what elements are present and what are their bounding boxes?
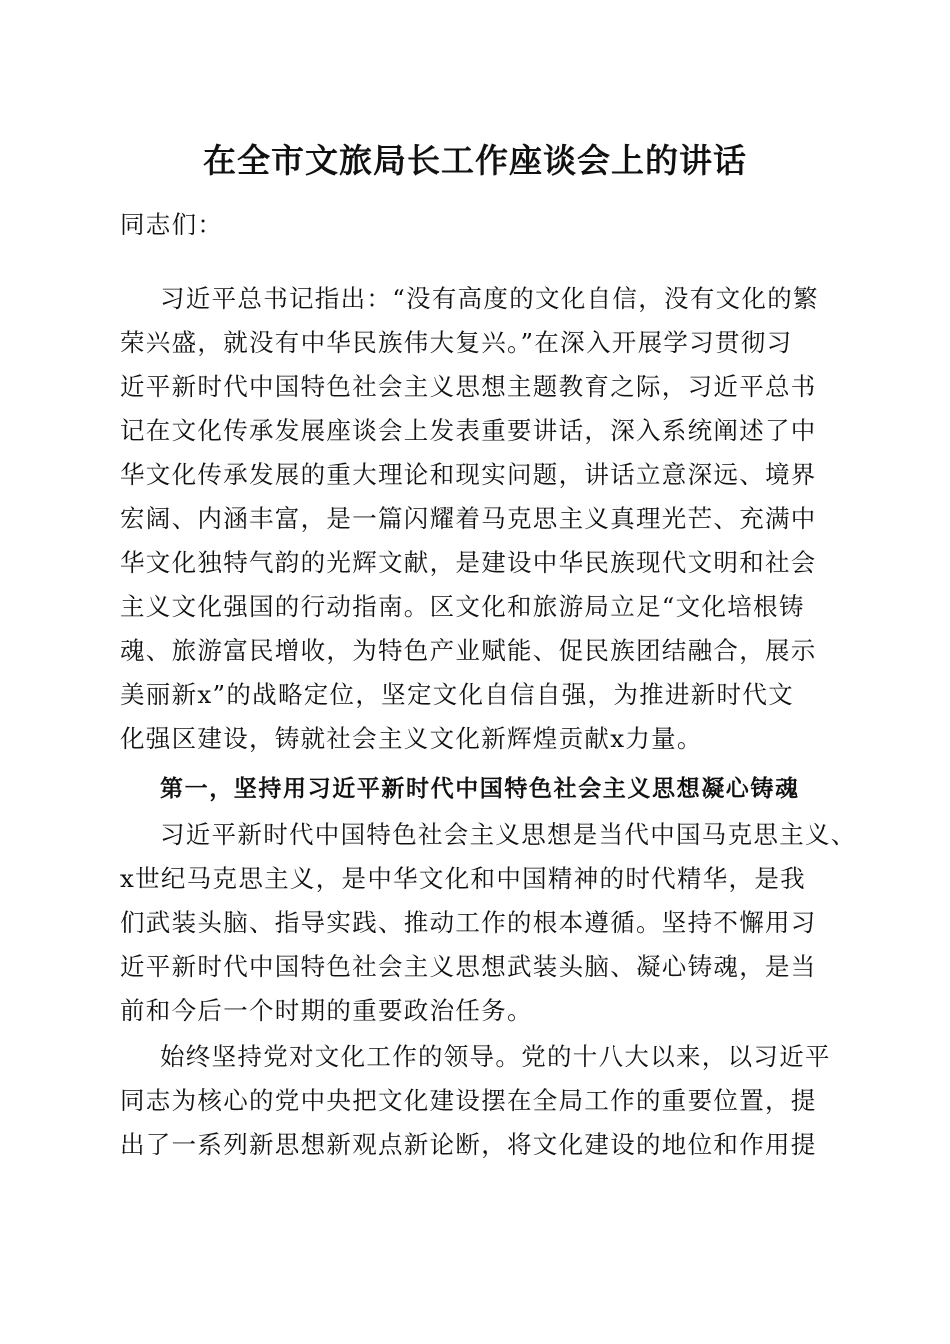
salutation: 同志们： bbox=[120, 210, 224, 239]
section-heading: 第一，坚持用习近平新时代中国特色社会主义思想凝心铸魂 bbox=[160, 775, 800, 802]
paragraph-line: 近平新时代中国特色社会主义思想武装头脑、凝心铸魂，是当 bbox=[120, 952, 817, 981]
paragraph-line: 同志为核心的党中央把文化建设摆在全局工作的重要位置，提 bbox=[120, 1086, 817, 1115]
paragraph-line: 始终坚持党对文化工作的领导。党的十八大以来，以习近平 bbox=[160, 1042, 831, 1071]
paragraph-line: 华文化传承发展的重大理论和现实问题，讲话立意深远、境界 bbox=[120, 460, 817, 489]
paragraph-line: 前和今后一个时期的重要政治任务。 bbox=[120, 996, 533, 1025]
paragraph-line: 化强区建设，铸就社会主义文化新辉煌贡献x力量。 bbox=[120, 724, 703, 753]
paragraph-line: 华文化独特气韵的光辉文献，是建设中华民族现代文明和社会 bbox=[120, 548, 817, 577]
paragraph-line: 习近平新时代中国特色社会主义思想是当代中国马克思主义、 bbox=[160, 820, 857, 849]
paragraph-line: 近平新时代中国特色社会主义思想主题教育之际，习近平总书 bbox=[120, 372, 817, 401]
paragraph-line: 魂、旅游富民增收，为特色产业赋能、促民族团结融合，展示 bbox=[120, 636, 817, 665]
paragraph-line: 习近平总书记指出：“没有高度的文化自信，没有文化的繁 bbox=[160, 284, 819, 313]
paragraph-line: 们武装头脑、指导实践、推动工作的根本遵循。坚持不懈用习 bbox=[120, 908, 817, 937]
paragraph-line: 主义文化强国的行动指南。区文化和旅游局立足“文化培根铸 bbox=[120, 592, 805, 621]
paragraph-line: 记在文化传承发展座谈会上发表重要讲话，深入系统阐述了中 bbox=[120, 416, 817, 445]
paragraph-line: 美丽新x”的战略定位，坚定文化自信自强，为推进新时代文 bbox=[120, 680, 794, 709]
document-title: 在全市文旅局长工作座谈会上的讲话 bbox=[203, 141, 747, 180]
paragraph-line: 荣兴盛，就没有中华民族伟大复兴。”在深入开展学习贯彻习 bbox=[120, 328, 793, 357]
paragraph-line: 宏阔、内涵丰富，是一篇闪耀着马克思主义真理光芒、充满中 bbox=[120, 504, 817, 533]
paragraph-line: x世纪马克思主义，是中华文化和中国精神的时代精华，是我 bbox=[120, 864, 806, 893]
paragraph-line: 出了一系列新思想新观点新论断，将文化建设的地位和作用提 bbox=[120, 1130, 817, 1159]
